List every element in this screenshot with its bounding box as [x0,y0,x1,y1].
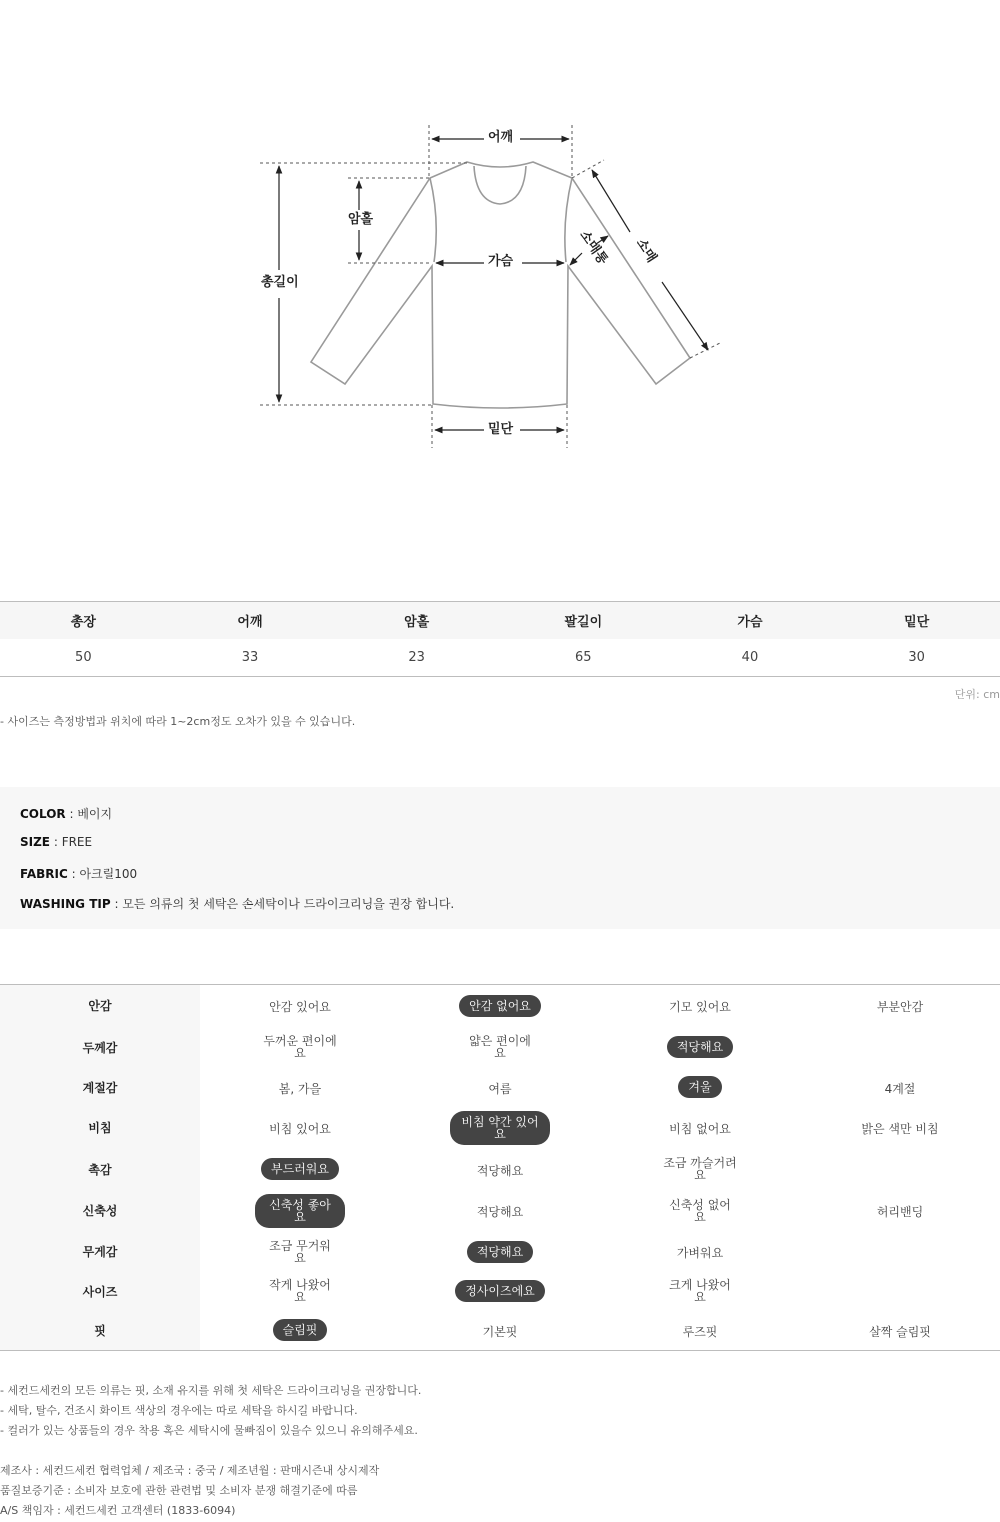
maker-info-line: 품질보증기준 : 소비자 보호에 관한 관련법 및 소비자 분쟁 해결기준에 따름 [0,1484,358,1497]
feature-option-cell [600,985,800,1027]
feature-option-cell [200,1272,400,1311]
feature-option-cell [800,1190,1000,1232]
dashed-guides [260,125,720,448]
feature-option: 적당해요 [476,1163,524,1178]
feature-option-cell [800,1107,1000,1149]
feature-option-cell [200,1311,400,1351]
size-value-cell: 50 [0,639,167,677]
feature-option-cell [400,985,600,1027]
feature-row-label: 계절감 [0,1068,200,1107]
feature-option-selected: 슬림핏 [273,1319,328,1341]
feature-row-label: 신축성 [0,1190,200,1232]
size-value-cell: 23 [333,639,500,677]
feature-row-label: 무게감 [0,1232,200,1272]
feature-option: 비침 있어요 [269,1122,331,1136]
size-table-header [0,602,1000,640]
feature-table-body [0,985,1000,1351]
feature-row [0,1149,1000,1190]
info-size-key: SIZE [20,835,51,849]
info-washing-key: WASHING TIP [20,897,111,911]
size-value-cell: 65 [500,639,667,677]
feature-option-cell [800,985,1000,1027]
label-sleeve-width: 소매통 [576,227,611,268]
feature-row [0,1027,1000,1068]
feature-option: 안감 있어요 [269,1000,331,1015]
feature-option-cell [200,1107,400,1149]
maker-info-line: 제조사 : 세컨드세컨 협력업체 / 제조국 : 중국 / 제조년월 : 판매시즌내 상시제작 [0,1464,380,1477]
info-color-value: : 베이지 [65,807,113,821]
size-header-cell: 어깨 [167,602,334,640]
feature-option-selected: 적당해요 [467,1241,533,1263]
measure-arrows [279,139,708,430]
info-size [20,835,92,849]
info-color-key: COLOR [20,807,66,821]
label-armhole: 암홀 [345,212,376,228]
info-size-value: : FREE [50,835,93,849]
feature-option-cell [400,1232,600,1272]
feature-row-label: 핏 [0,1311,200,1351]
label-chest: 가슴 [485,254,516,270]
feature-row-label: 사이즈 [0,1272,200,1311]
feature-option-selected: 안감 없어요 [459,995,541,1017]
sweater-outline-diagram [0,0,1000,600]
feature-option-selected: 신축성 좋아요 [255,1194,345,1228]
feature-option: 기모 있어요 [669,1000,731,1015]
info-fabric-value: : 아크릴100 [67,867,138,881]
feature-option-selected: 부드러워요 [261,1158,339,1180]
unit-note: 단위: cm [954,688,1000,701]
feature-option-cell [600,1149,800,1190]
feature-option: 작게 나왔어요 [269,1278,331,1304]
feature-option-cell [600,1232,800,1272]
feature-option-cell [400,1311,600,1351]
feature-option-cell [800,1068,1000,1107]
size-header-cell: 총장 [0,602,167,640]
feature-row [0,1232,1000,1272]
info-washing [20,895,454,912]
label-sleeve: 소매 [632,236,660,266]
feature-option: 4계절 [884,1081,916,1096]
size-table [0,601,1000,677]
feature-option: 조금 무거워요 [269,1238,331,1265]
size-diagram [0,0,1000,600]
feature-row [0,1190,1000,1232]
feature-option: 신축성 없어요 [669,1197,731,1224]
feature-option-cell [400,1190,600,1232]
feature-row-label: 두께감 [0,1027,200,1068]
feature-option-cell [800,1272,1000,1311]
feature-option: 밝은 색만 비침 [861,1122,939,1136]
feature-option-cell [400,1027,600,1068]
feature-option: 살짝 슬림핏 [869,1324,931,1339]
feature-option-cell [200,1068,400,1107]
feature-option-cell [200,985,400,1027]
feature-option: 봄, 가을 [278,1081,322,1096]
feature-option: 여름 [488,1081,512,1096]
size-header-cell: 밑단 [833,602,1000,640]
label-shoulder: 어깨 [485,130,516,146]
feature-option-cell [200,1027,400,1068]
feature-row-label: 안감 [0,985,200,1027]
feature-option-cell [800,1232,1000,1272]
size-header-cell: 팔길이 [500,602,667,640]
care-note-line: - 컬러가 있는 상품들의 경우 착용 혹은 세탁시에 물빠짐이 있을수 있으니 유의해주세요. [0,1424,418,1437]
size-value-cell: 30 [833,639,1000,677]
feature-row [0,1068,1000,1107]
feature-option-cell [600,1311,800,1351]
feature-option-cell [800,1149,1000,1190]
product-info-box [0,787,1000,929]
feature-option-cell [200,1232,400,1272]
feature-option-cell [600,1068,800,1107]
feature-option-cell [200,1149,400,1190]
info-washing-value: : 모든 의류의 첫 세탁은 손세탁이나 드라이크리닝을 권장 합니다. [110,897,455,911]
feature-option: 조금 까슬거려요 [663,1156,737,1182]
feature-option-cell [400,1272,600,1311]
feature-option: 루즈핏 [682,1324,718,1339]
size-header-cell: 가슴 [667,602,834,640]
info-fabric-key: FABRIC [20,867,68,881]
feature-table [0,984,1000,1351]
size-header-cell: 암홀 [333,602,500,640]
feature-option: 비침 없어요 [669,1122,731,1136]
care-note-line: - 세탁, 탈수, 건조시 화이트 색상의 경우에는 따로 세탁을 하시길 바랍니다. [0,1404,358,1417]
feature-row [0,985,1000,1027]
info-color [20,805,112,822]
maker-info-line: A/S 책임자 : 세컨드세컨 고객센터 (1833-6094) [0,1504,236,1517]
feature-option-cell [400,1107,600,1149]
feature-option-selected: 겨울 [678,1076,721,1098]
sweater-outline [311,162,690,408]
feature-option: 가벼워요 [676,1246,724,1260]
feature-option-cell [600,1027,800,1068]
feature-row [0,1272,1000,1311]
feature-option: 기본핏 [482,1324,518,1339]
feature-row-label: 비침 [0,1107,200,1149]
feature-option-cell [400,1149,600,1190]
size-value-cell: 40 [667,639,834,677]
feature-option: 크게 나왔어요 [669,1278,731,1304]
feature-option-cell [400,1068,600,1107]
feature-option: 부분안감 [876,1000,924,1015]
feature-row-label: 촉감 [0,1149,200,1190]
feature-option-selected: 적당해요 [667,1036,733,1058]
feature-option-cell [800,1027,1000,1068]
feature-option: 허리밴딩 [876,1205,924,1219]
care-note-line: - 세컨드세컨의 모든 의류는 핏, 소재 유지를 위해 첫 세탁은 드라이크리닝을 권장합니다. [0,1384,422,1397]
info-fabric [20,865,137,882]
feature-option: 얇은 편이에요 [469,1034,531,1060]
feature-option-selected: 정사이즈에요 [455,1280,545,1302]
feature-option: 적당해요 [476,1205,524,1219]
feature-option-cell [800,1311,1000,1351]
feature-option: 두꺼운 편이에요 [263,1034,337,1060]
feature-option-cell [600,1107,800,1149]
feature-option-cell [200,1190,400,1232]
size-note: - 사이즈는 측정방법과 위치에 따라 1~2cm정도 오차가 있을 수 있습니다. [0,715,356,728]
size-table-row [0,639,1000,677]
feature-option-cell [600,1272,800,1311]
feature-row [0,1107,1000,1149]
label-hem: 밑단 [485,422,516,438]
size-value-cell: 33 [167,639,334,677]
feature-option-cell [600,1190,800,1232]
label-total-length: 총길이 [258,275,302,291]
feature-row [0,1311,1000,1351]
feature-option-selected: 비침 약간 있어요 [450,1111,550,1145]
